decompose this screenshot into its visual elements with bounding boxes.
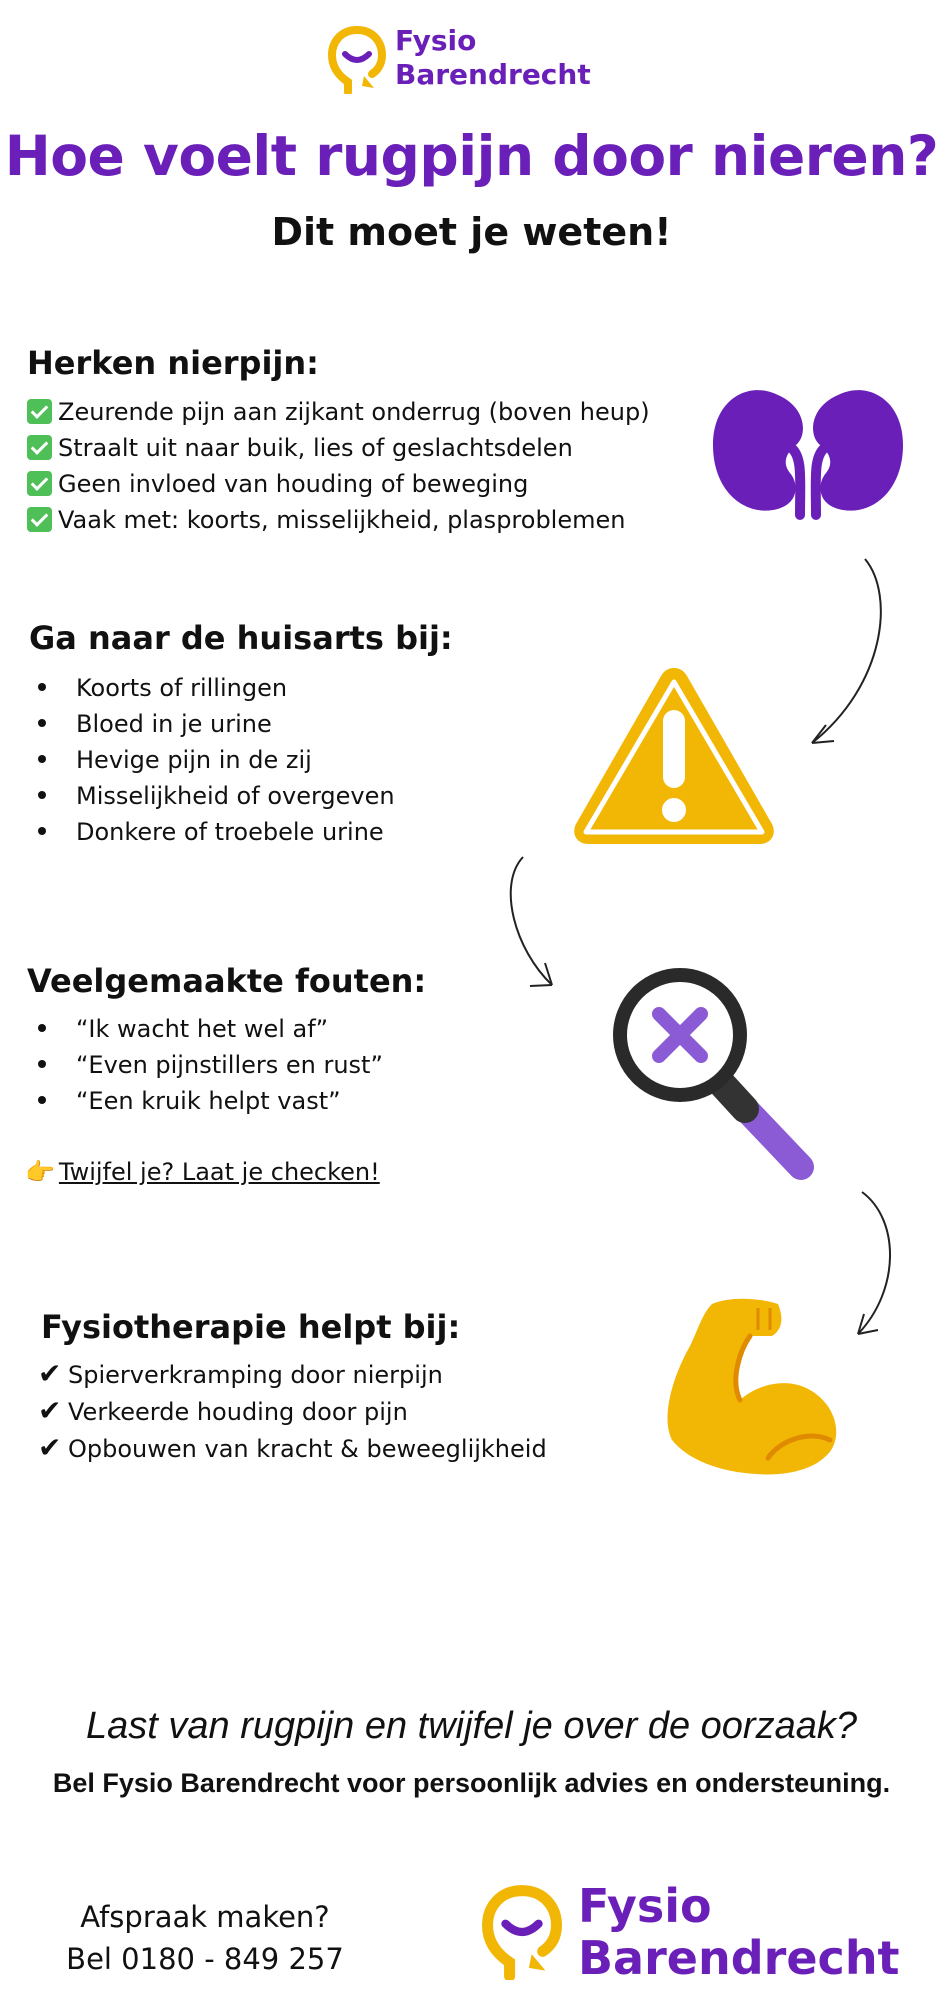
contact-line1: Afspraak maken?	[80, 1900, 330, 1934]
list-item: ✔ Opbouwen van kracht & beweeglijkheid	[38, 1431, 547, 1464]
list-item: “Een kruik helpt vast”	[38, 1083, 383, 1119]
list-item: Geen invloed van houding of beweging	[27, 466, 650, 502]
logo-text-line1: Fysio	[395, 24, 477, 57]
list-item: Hevige pijn in de zij	[38, 742, 395, 778]
doctor-list	[38, 670, 395, 850]
bullet-icon	[38, 1024, 46, 1032]
bullet-icon	[38, 1096, 46, 1104]
check-box-icon	[27, 507, 52, 532]
list-item: Koorts of rillingen	[38, 670, 395, 706]
list-item: “Ik wacht het wel af”	[38, 1011, 383, 1047]
bullet-icon	[38, 683, 46, 691]
bullet-icon	[38, 719, 46, 727]
checkmark-icon: ✔	[38, 1431, 62, 1464]
check-box-icon	[27, 435, 52, 460]
bullet-icon	[38, 791, 46, 799]
curved-arrow-icon	[800, 555, 900, 755]
check-box-icon	[27, 471, 52, 496]
logo-mark-icon	[482, 1884, 562, 1980]
recognize-list	[27, 394, 650, 538]
cta-line: Bel Fysio Barendrecht voor persoonlijk advies en ondersteuning.	[52, 1768, 891, 1798]
curved-arrow-icon	[505, 855, 565, 995]
list-item: “Even pijnstillers en rust”	[38, 1047, 383, 1083]
checkmark-icon: ✔	[38, 1357, 62, 1390]
logo-text-line2: Barendrecht	[395, 58, 591, 91]
list-item: ✔ Spierverkramping door nierpijn	[38, 1357, 443, 1390]
page-subtitle: Dit moet je weten!	[271, 210, 672, 254]
kidney-icon	[708, 385, 908, 525]
magnifier-x-icon	[605, 965, 825, 1185]
brand-logo-top	[328, 24, 628, 104]
bullet-icon	[38, 827, 46, 835]
mistakes-list	[38, 1011, 383, 1119]
flexed-biceps-icon	[660, 1290, 860, 1480]
contact-phone[interactable]: Bel 0180 - 849 257	[66, 1942, 344, 1976]
brand-logo-bottom	[482, 1880, 902, 1990]
physio-list	[38, 1356, 547, 1467]
page-title: Hoe voelt rugpijn door nieren?	[4, 124, 939, 188]
bullet-icon	[38, 1060, 46, 1068]
section-title-mistakes: Veelgemaakte fouten:	[27, 962, 427, 1000]
logo-text-line2: Barendrecht	[578, 1931, 900, 1985]
tip-line[interactable]	[25, 1154, 380, 1190]
list-item: Bloed in je urine	[38, 706, 395, 742]
list-item: Vaak met: koorts, misselijkheid, plasproblemen	[27, 502, 650, 538]
list-item: ✔ Verkeerde houding door pijn	[38, 1394, 408, 1427]
section-title-physio: Fysiotherapie helpt bij:	[41, 1308, 461, 1346]
cta-question: Last van rugpijn en twijfel je over de oorzaak?	[85, 1705, 857, 1747]
warning-icon	[568, 660, 780, 850]
list-item: Donkere of troebele urine	[38, 814, 395, 850]
section-title-recognize: Herken nierpijn:	[27, 344, 319, 382]
section-title-doctor: Ga naar de huisarts bij:	[29, 619, 453, 657]
list-item: Misselijkheid of overgeven	[38, 778, 395, 814]
logo-text-line1: Fysio	[578, 1879, 712, 1933]
list-item: Straalt uit naar buik, lies of geslachtsdelen	[27, 430, 650, 466]
contact-block	[40, 1896, 370, 1980]
checkmark-icon: ✔	[38, 1394, 62, 1427]
check-box-icon	[27, 399, 52, 424]
tip-link[interactable]: Twijfel je? Laat je checken!	[58, 1158, 380, 1186]
pointing-hand-icon: 👉	[25, 1158, 55, 1186]
logo-mark-icon	[328, 26, 386, 94]
bullet-icon	[38, 755, 46, 763]
list-item: Zeurende pijn aan zijkant onderrug (boven heup)	[27, 394, 650, 430]
